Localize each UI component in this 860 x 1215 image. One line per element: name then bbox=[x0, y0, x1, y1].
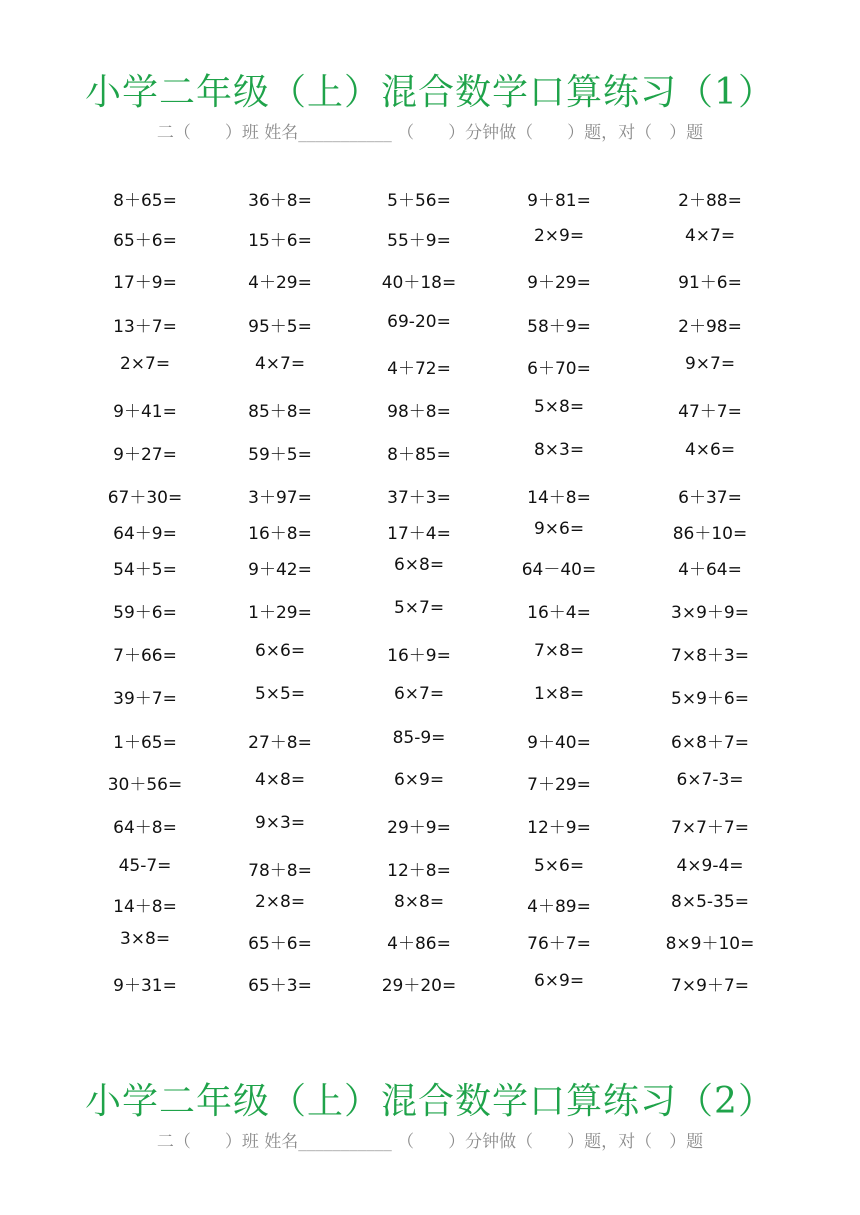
problem-cell: 37＋3= bbox=[387, 488, 451, 508]
problem-cell: 64＋9= bbox=[113, 524, 177, 544]
problem-cell: 9＋42= bbox=[248, 560, 312, 580]
problem-cell: 65＋6= bbox=[248, 934, 312, 954]
problem-cell: 76＋7= bbox=[527, 934, 591, 954]
problem-cell: 4×8= bbox=[254, 770, 306, 790]
problem-cell: 7×8= bbox=[533, 641, 585, 661]
problem-cell: 6×9= bbox=[533, 971, 585, 991]
problem-cell: 6×8= bbox=[393, 555, 445, 575]
sheet-2-title: 小学二年级（上）混合数学口算练习（2） bbox=[85, 1081, 775, 1122]
problem-cell: 8＋65= bbox=[113, 191, 177, 211]
problem-cell: 7×8＋3= bbox=[671, 646, 749, 666]
problem-cell: 6＋37= bbox=[678, 488, 742, 508]
problem-cell: 4＋64= bbox=[678, 560, 742, 580]
problem-cell: 4＋89= bbox=[527, 897, 591, 917]
problem-cell: 4×6= bbox=[684, 440, 736, 460]
problem-cell: 6×9= bbox=[393, 770, 445, 790]
problem-cell: 40＋18= bbox=[381, 273, 457, 293]
problem-cell: 47＋7= bbox=[678, 402, 742, 422]
problem-cell: 8＋85= bbox=[387, 445, 451, 465]
problem-cell: 13＋7= bbox=[113, 317, 177, 337]
problem-cell: 5×9＋6= bbox=[671, 689, 749, 709]
problem-cell: 30＋56= bbox=[107, 775, 183, 795]
problem-cell: 1＋29= bbox=[248, 603, 312, 623]
problem-cell: 29＋20= bbox=[381, 976, 457, 996]
problem-cell: 7×7＋7= bbox=[671, 818, 749, 838]
problem-cell: 67＋30= bbox=[107, 488, 183, 508]
problem-cell: 14＋8= bbox=[527, 488, 591, 508]
problem-cell: 29＋9= bbox=[387, 818, 451, 838]
problem-cell: 4＋29= bbox=[248, 273, 312, 293]
problem-cell: 2×9= bbox=[533, 226, 585, 246]
problem-cell: 64＋8= bbox=[113, 818, 177, 838]
problem-cell: 55＋9= bbox=[387, 231, 451, 251]
problem-cell: 2＋88= bbox=[678, 191, 742, 211]
problem-cell: 64－40= bbox=[521, 560, 597, 580]
problem-cell: 85＋8= bbox=[248, 402, 312, 422]
problem-cell: 8×8= bbox=[393, 892, 445, 912]
problem-cell: 6×6= bbox=[254, 641, 306, 661]
problem-cell: 9×7= bbox=[684, 354, 736, 374]
problem-cell: 17＋9= bbox=[113, 273, 177, 293]
problem-cell: 95＋5= bbox=[248, 317, 312, 337]
problem-cell: 9×6= bbox=[533, 519, 585, 539]
problem-cell: 65＋6= bbox=[113, 231, 177, 251]
problem-cell: 12＋8= bbox=[387, 861, 451, 881]
problem-cell: 5×7= bbox=[393, 598, 445, 618]
problem-cell: 2×8= bbox=[254, 892, 306, 912]
problem-cell: 7＋66= bbox=[113, 646, 177, 666]
problem-cell: 5×6= bbox=[533, 856, 585, 876]
problem-cell: 9＋31= bbox=[113, 976, 177, 996]
problem-cell: 39＋7= bbox=[113, 689, 177, 709]
problem-cell: 9＋81= bbox=[527, 191, 591, 211]
problem-cell: 8×3= bbox=[533, 440, 585, 460]
problem-cell: 59＋6= bbox=[113, 603, 177, 623]
problem-cell: 16＋8= bbox=[248, 524, 312, 544]
problem-cell: 7×9＋7= bbox=[671, 976, 749, 996]
problem-cell: 4×9-4= bbox=[676, 856, 744, 876]
problem-cell: 59＋5= bbox=[248, 445, 312, 465]
problem-cell: 91＋6= bbox=[678, 273, 742, 293]
problem-cell: 6×7-3= bbox=[676, 770, 744, 790]
problem-cell: 58＋9= bbox=[527, 317, 591, 337]
problem-cell: 14＋8= bbox=[113, 897, 177, 917]
problem-cell: 2×7= bbox=[119, 354, 171, 374]
problem-cell: 6×8＋7= bbox=[671, 733, 749, 753]
problem-cell: 3×8= bbox=[119, 929, 171, 949]
problem-cell: 4×7= bbox=[254, 354, 306, 374]
problem-cell: 9＋29= bbox=[527, 273, 591, 293]
problem-cell: 98＋8= bbox=[387, 402, 451, 422]
problem-cell: 2＋98= bbox=[678, 317, 742, 337]
problem-cell: 4＋86= bbox=[387, 934, 451, 954]
problem-cell: 12＋9= bbox=[527, 818, 591, 838]
problem-cell: 36＋8= bbox=[248, 191, 312, 211]
problem-cell: 9＋41= bbox=[113, 402, 177, 422]
problem-cell: 16＋4= bbox=[527, 603, 591, 623]
sheet-2-info-line: 二（ ）班 姓名___________ （ ）分钟做（ ）题，对（ ）题 bbox=[156, 1132, 704, 1152]
problem-cell: 5＋56= bbox=[387, 191, 451, 211]
problem-cell: 9＋27= bbox=[113, 445, 177, 465]
problem-cell: 69-20= bbox=[387, 312, 451, 332]
problem-cell: 85-9= bbox=[392, 728, 446, 748]
problem-cell: 27＋8= bbox=[248, 733, 312, 753]
problem-cell: 8×5-35= bbox=[671, 892, 749, 912]
problem-cell: 6×7= bbox=[393, 684, 445, 704]
problem-cell: 4＋72= bbox=[387, 359, 451, 379]
problem-cell: 8×9＋10= bbox=[665, 934, 755, 954]
problem-cell: 65＋3= bbox=[248, 976, 312, 996]
problem-cell: 54＋5= bbox=[113, 560, 177, 580]
problem-cell: 4×7= bbox=[684, 226, 736, 246]
problem-cell: 5×8= bbox=[533, 397, 585, 417]
problem-cell: 17＋4= bbox=[387, 524, 451, 544]
problem-cell: 3×9＋9= bbox=[671, 603, 749, 623]
problem-cell: 86＋10= bbox=[672, 524, 748, 544]
problem-cell: 7＋29= bbox=[527, 775, 591, 795]
problem-cell: 3＋97= bbox=[248, 488, 312, 508]
problem-cell: 45-7= bbox=[118, 856, 172, 876]
problem-cell: 6＋70= bbox=[527, 359, 591, 379]
problem-cell: 15＋6= bbox=[248, 231, 312, 251]
problem-cell: 5×5= bbox=[254, 684, 306, 704]
sheet-1-info-line: 二（ ）班 姓名___________ （ ）分钟做（ ）题，对（ ）题 bbox=[156, 123, 704, 143]
problem-cell: 78＋8= bbox=[248, 861, 312, 881]
problem-cell: 9＋40= bbox=[527, 733, 591, 753]
problem-cell: 16＋9= bbox=[387, 646, 451, 666]
problem-cell: 9×3= bbox=[254, 813, 306, 833]
problem-cell: 1×8= bbox=[533, 684, 585, 704]
sheet-1-title: 小学二年级（上）混合数学口算练习（1） bbox=[85, 72, 775, 113]
problem-cell: 1＋65= bbox=[113, 733, 177, 753]
